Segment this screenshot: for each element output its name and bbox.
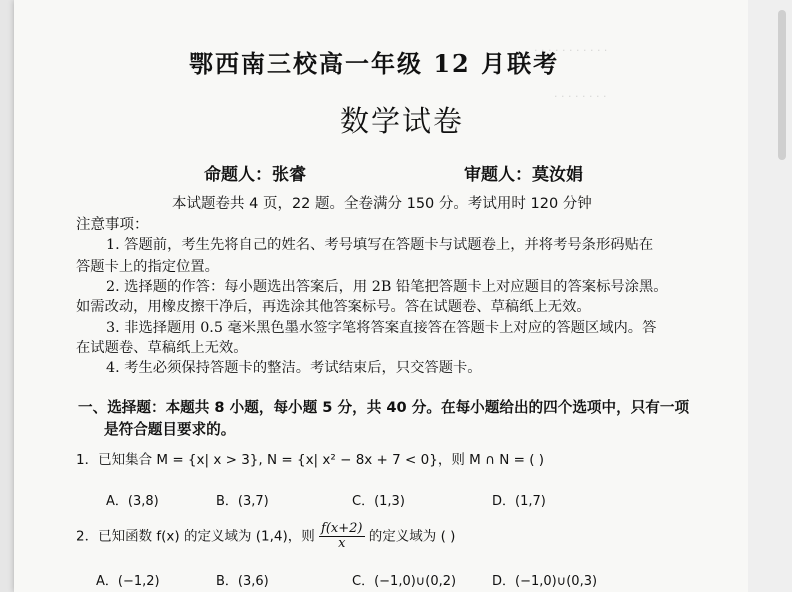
notice-line: 答题卡上的指定位置。 <box>76 259 219 275</box>
exam-title: 鄂西南三校高一年级 12 月联考 <box>189 49 560 78</box>
section-header: 一、选择题：本题共 8 小题，每小题 5 分，共 40 分。在每小题给出的四个选项中，只有一项 <box>78 399 690 416</box>
notice-line: 4. 考生必须保持答题卡的整洁。考试结束后，只交答题卡。 <box>106 360 482 376</box>
notice-line: 1. 答题前，考生先将自己的姓名、考号填写在答题卡与试题卷上，并将考号条形码贴在 <box>106 237 654 253</box>
q1-option-a: A．(3,8) <box>106 494 159 509</box>
q2-fraction <box>319 522 364 551</box>
subject-title: 数学试卷 <box>340 104 465 138</box>
q2-stem-after: 的定义域为 ( ) <box>368 528 456 545</box>
notice-line: 如需改动，用橡皮擦干净后，再选涂其他答案标号。答在试题卷、草稿纸上无效。 <box>76 299 591 315</box>
vertical-scrollbar[interactable] <box>748 0 792 592</box>
section-header-cont: 是符合题目要求的。 <box>104 421 236 438</box>
notice-title: 注意事项： <box>76 217 149 233</box>
question-1-stem: 1．已知集合 M = {x| x > 3}, N = {x| x² − 8x + 7 < 0}，则 M ∩ N = ( ) <box>76 452 545 468</box>
q2-option-b: B．(3,6) <box>216 574 269 589</box>
bleed-through-text: · · · · · · · · · · · <box>534 44 608 57</box>
q2-option-a: A．(−1,2) <box>96 574 160 589</box>
q2-option-c: C．(−1,0)∪(0,2) <box>352 574 457 589</box>
q2-stem-before: 2．已知函数 f(x) 的定义域为 (1,4)，则 <box>76 528 315 545</box>
reviewer: 审题人：莫汝娟 <box>464 165 583 185</box>
q2-fraction-denominator: x <box>338 536 346 551</box>
scrollbar-thumb[interactable] <box>778 10 786 160</box>
author: 命题人：张睿 <box>204 165 306 185</box>
notice-line: 3. 非选择题用 0.5 毫米黑色墨水签字笔将答案直接答在答题卡上对应的答题区域内。答 <box>106 320 657 336</box>
q1-option-c: C．(1,3) <box>352 494 405 509</box>
document-page[interactable] <box>14 0 748 592</box>
bleed-through-text: · · · · · · · · <box>554 90 607 103</box>
question-2-stem <box>76 522 455 551</box>
exam-info: 本试题卷共 4 页，22 题。全卷满分 150 分。考试用时 120 分钟 <box>172 196 592 212</box>
q1-option-b: B．(3,7) <box>216 494 269 509</box>
notice-line: 2. 选择题的作答：每小题选出答案后，用 2B 铅笔把答题卡上对应题目的答案标号涂黑。 <box>106 279 668 295</box>
q1-option-d: D．(1,7) <box>492 494 546 509</box>
q2-option-d: D．(−1,0)∪(0,3) <box>492 574 598 589</box>
q2-fraction-numerator: f(x+2) <box>321 521 363 536</box>
notice-line: 在试题卷、草稿纸上无效。 <box>76 340 248 356</box>
